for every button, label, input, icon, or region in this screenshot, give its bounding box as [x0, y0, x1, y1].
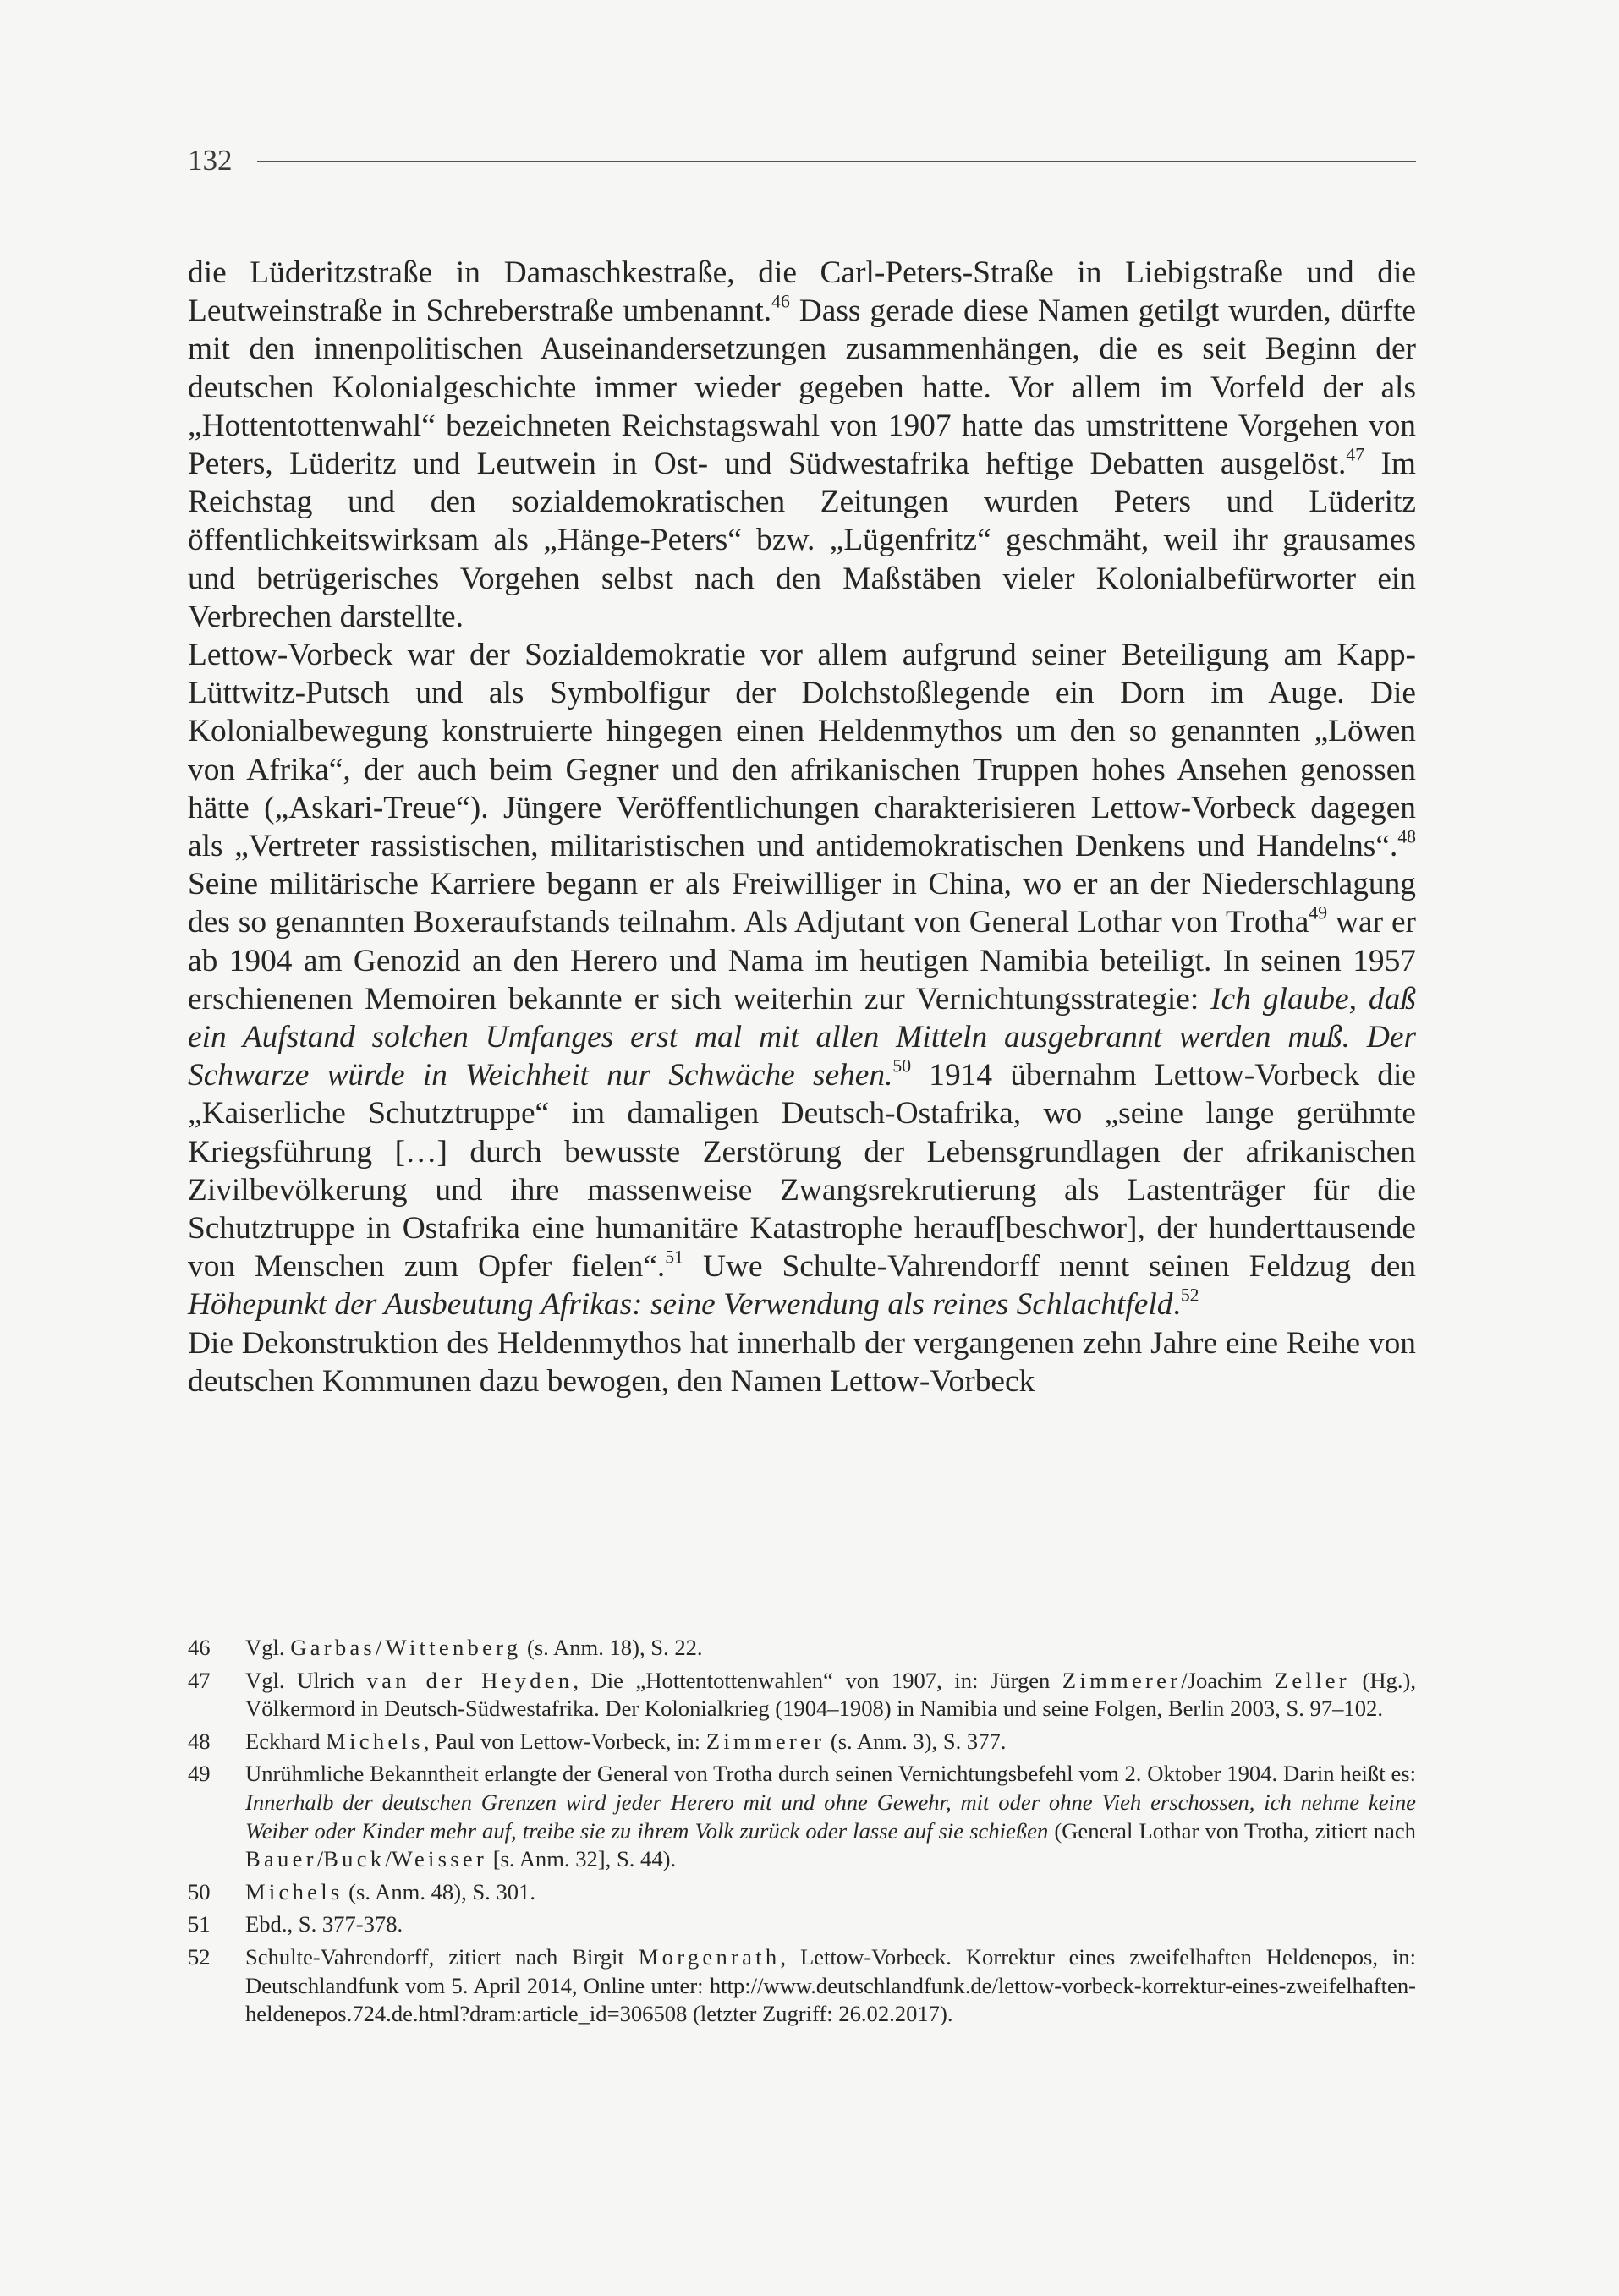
text-run: Die Dekonstruktion des Heldenmythos hat innerhalb der vergangenen zehn Jahre eine Reihe von deutschen Kommunen dazu bewogen, den Namen Lettow-Vorbeck	[188, 1325, 1416, 1399]
fn-text: /Joachim	[1181, 1667, 1275, 1693]
fn-text: (General Lothar von Trotha, zitiert nach	[1048, 1817, 1416, 1844]
footnote-47	[188, 1667, 1416, 1723]
footnote-ref-48[interactable]: 48	[1397, 826, 1416, 847]
fn-text: /	[316, 1846, 324, 1872]
text-run: Uwe Schulte-Vahrendorff nennt seinen Feldzug den	[683, 1249, 1416, 1285]
author-name: Michels	[326, 1728, 424, 1754]
author-name: Zimmerer	[705, 1728, 826, 1754]
text-run: Dass gerade diese Namen getilgt wurden, dürfte mit den innenpolitischen Auseinandersetzungen zusammenhängen, die es seit Beginn der deutschen Kolonialgeschichte immer wieder gegeben hatte. Vor allem im Vorfeld der als „Hottentottenwahl“ bezeichneten Reichstagswahl von 1907 hatte das umstrittene Vorgehen von Peters, Lüderitz und Leutwein in Ost- und Südwestafrika heftige Debatten ausgelöst.	[188, 293, 1416, 482]
fn-text: Vgl.	[245, 1635, 291, 1660]
footnote-ref-52[interactable]: 52	[1180, 1285, 1199, 1306]
fn-text: (s. Anm. 3), S. 377.	[825, 1728, 1007, 1754]
fn-text: , Lettow-Vorbeck. Korrektur eines zweifelhaften Heldenepos, in: Deutschlandfunk vom 5. April 2014, Online unter: http://www.deutschlandfunk.de/lettow-vorbeck-korrektur-eines-zweifelhaften-heldenepos.724.de.html?dram:article_id=306508 (letzter Zugriff: 26.02.2017).	[245, 1943, 1416, 2027]
footnotes	[188, 1634, 1416, 2033]
footnote-number: 47	[188, 1667, 211, 1693]
fn-text: Vgl. Ulrich	[245, 1667, 367, 1693]
paragraph-1	[188, 254, 1416, 636]
footnote-ref-51[interactable]: 51	[665, 1247, 683, 1268]
italic-quote: Ich glaube, daß ein Aufstand solchen Umfanges erst mal mit allen Mitteln ausgebrannt werden muß. Der Schwarze würde in Weichheit nur Schwäche sehen.	[188, 981, 1417, 1093]
author-name: Morgenrath	[638, 1943, 781, 1970]
text-run: .	[1172, 1287, 1181, 1323]
author-name: van der Heyden	[366, 1667, 574, 1693]
footnote-number: 48	[188, 1728, 211, 1754]
fn-text: , Paul von Lettow-Vorbeck, in:	[423, 1728, 706, 1754]
footnote-ref-46[interactable]: 46	[771, 291, 790, 312]
text-run: Lettow-Vorbeck war der Sozialdemokratie vor allem aufgrund seiner Beteiligung am Kapp-Lüttwitz-Putsch und als Symbolfigur der Dolchstoßlegende ein Dorn im Auge. Die Kolonialbewegung konstruierte hingegen einen Heldenmythos um den so genannten „Löwen von Afrika“, der auch beim Gegner und den afrikanischen Truppen hohes Ansehen genossen hätte („Askari-Treue“). Jüngere Veröffentlichungen charakterisieren Lettow-Vorbeck dagegen als „Vertreter rassistischen, militaristischen und antidemokratischen Denkens und Handelns“.	[188, 638, 1416, 864]
page-number: 132	[188, 144, 233, 177]
author-name: Weisser	[391, 1846, 488, 1872]
author-name: Zimmerer	[1062, 1667, 1182, 1693]
footnote-number: 52	[188, 1943, 211, 1970]
text-run: Im Reichstag und den sozialdemokratischen Zeitungen wurden Peters und Lüderitz öffentlichkeitswirksam als „Hänge-Peters“ bzw. „Lügenfritz“ geschmäht, weil ihr grausames und betrügerisches Vorgehen selbst nach den Maßstäben vieler Kolonialbefürworter ein Verbrechen darstellte.	[188, 447, 1416, 634]
text-run: Seine militärische Karriere begann er als Freiwilliger in China, wo er an der Niederschlagung des so genannten Boxeraufstands teilnahm. Als Adjutant von General Lothar von Trotha	[188, 867, 1416, 940]
footnote-50	[188, 1878, 1416, 1907]
author-name: Garbas/Wittenberg	[290, 1635, 522, 1660]
footnote-52	[188, 1943, 1416, 2029]
text-run: 1914 übernahm Lettow-Vorbeck die „Kaiserliche Schutztruppe“ im damaligen Deutsch-Ostafrika, wo „seine lange gerühmte Kriegsführung […] durch bewusste Zerstörung der Lebensgrundlagen der afrikanischen Zivilbevölkerung und ihre massenweise Zwangsrekrutierung als Lastenträger für die Schutztruppe in Ostafrika eine humanitäre Katastrophe herauf[beschwor], der hunderttausende von Menschen zum Opfer fielen“.	[188, 1058, 1416, 1285]
footnote-ref-50[interactable]: 50	[892, 1055, 912, 1077]
author-name: Zeller	[1274, 1667, 1350, 1693]
author-name: Buck	[323, 1846, 386, 1872]
footnote-51	[188, 1910, 1416, 1939]
text-run: die Lüderitzstraße in Damaschkestraße, die Carl-Peters-Straße in Liebigstraße und die Leutweinstraße in Schreberstraße umbenannt.	[188, 255, 1416, 329]
footnote-number: 51	[188, 1911, 211, 1937]
footnote-number: 50	[188, 1878, 211, 1904]
fn-text: (s. Anm. 18), S. 22.	[521, 1635, 703, 1660]
text-run: war er ab 1904 am Genozid an den Herero und Nama im heutigen Namibia beteiligt. In seinen 1957 erschienenen Memoiren bekannte er sich weiterhin zur Vernichtungsstrategie:	[188, 905, 1417, 1016]
footnote-46	[188, 1634, 1416, 1663]
footnote-ref-49[interactable]: 49	[1309, 902, 1328, 923]
paragraph-3	[188, 1324, 1416, 1400]
footnote-48	[188, 1728, 1416, 1756]
footnote-49	[188, 1760, 1416, 1873]
fn-text: /	[385, 1846, 392, 1872]
header-rule	[257, 161, 1416, 162]
body-text	[188, 254, 1416, 1400]
fn-text: (Hg.), Völkermord in Deutsch-Südwestafrika. Der Kolonialkrieg (1904–1908) in Namibia und seine Folgen, Berlin 2003, S. 97–102.	[245, 1667, 1416, 1722]
page-header	[188, 140, 1416, 181]
fn-text: [s. Anm. 32], S. 44).	[487, 1846, 677, 1872]
fn-text: Unrühmliche Bekanntheit erlangte der General von Trotha durch seinen Vernichtungsbefehl vom 2. Oktober 1904. Darin heißt es:	[245, 1761, 1416, 1787]
fn-text: Ebd., S. 377-378.	[245, 1911, 403, 1937]
italic-quote: Höhepunkt der Ausbeutung Afrikas: seine Verwendung als reines Schlachtfeld	[188, 1287, 1173, 1323]
author-name: Michels	[245, 1878, 343, 1904]
fn-text: (s. Anm. 48), S. 301.	[343, 1878, 536, 1904]
paragraph-2	[188, 636, 1416, 1324]
footnote-number: 49	[188, 1761, 211, 1787]
fn-text: , Die „Hottentottenwahlen“ von 1907, in: Jürgen	[573, 1667, 1062, 1693]
fn-text: Schulte-Vahrendorff, zitiert nach Birgit	[245, 1943, 639, 1970]
footnote-ref-47[interactable]: 47	[1346, 444, 1365, 465]
footnote-number: 46	[188, 1635, 211, 1660]
author-name: Bauer	[245, 1846, 317, 1872]
fn-text: Eckhard	[245, 1728, 327, 1754]
italic-quote: Innerhalb der deutschen Grenzen wird jeder Herero mit und ohne Gewehr, mit oder ohne Vieh erschossen, ich nehme keine Weiber oder Kinder mehr auf, treibe sie zu ihrem Volk zurück oder lasse auf sie schießen	[245, 1789, 1416, 1844]
